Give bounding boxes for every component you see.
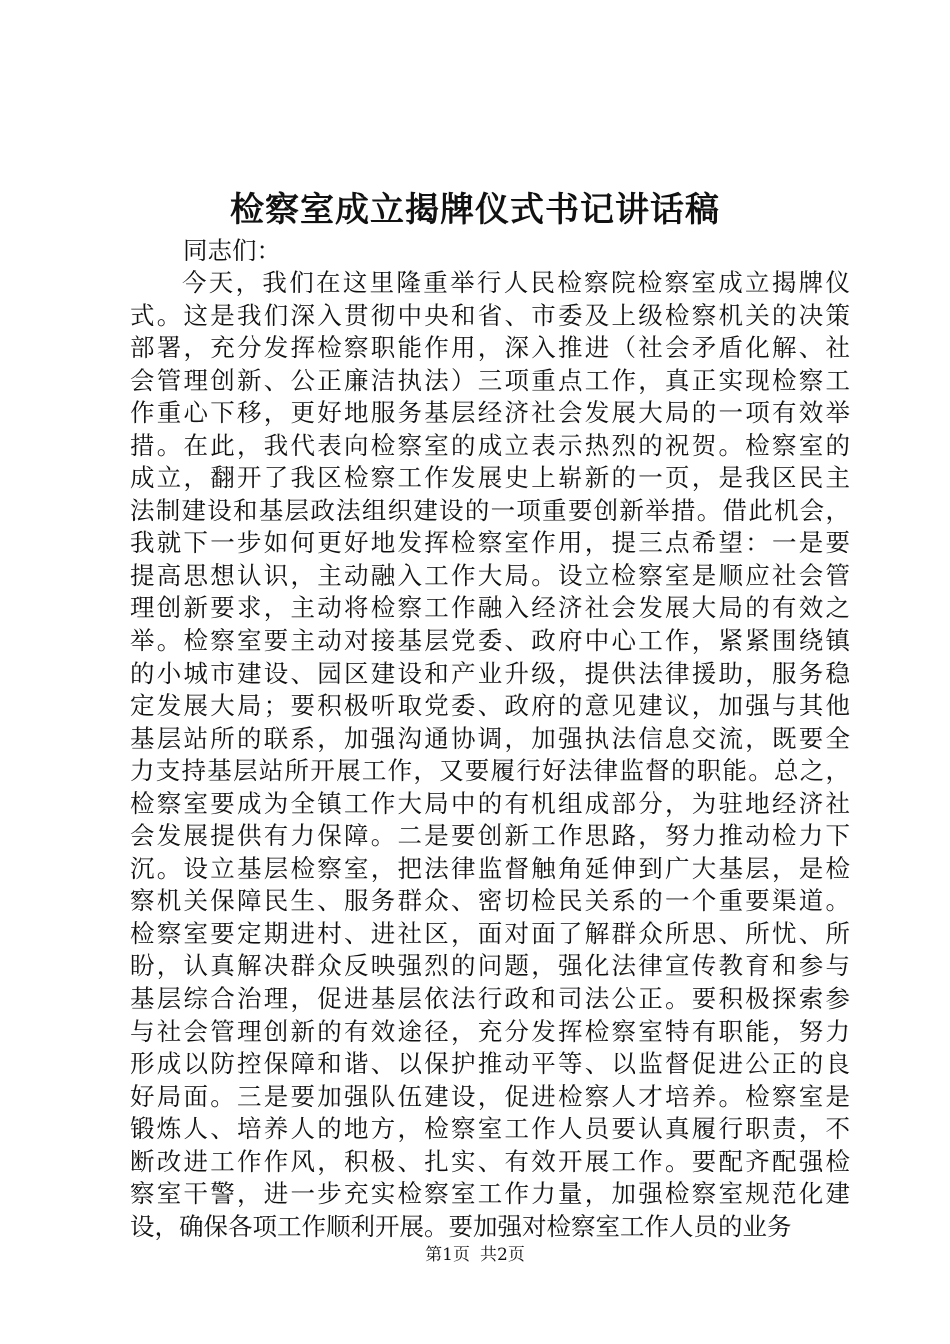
body-line: 设，确保各项工作顺利开展。要加强对检察室工作人员的业务 xyxy=(130,1211,792,1241)
body-line: 锻炼人、培养人的地方，检察室工作人员要认真履行职责，不 xyxy=(130,1114,850,1144)
body-line: 今天，我们在这里隆重举行人民检察院检察室成立揭牌仪 xyxy=(182,268,850,297)
document-title: 检察室成立揭牌仪式书记讲话稿 xyxy=(230,190,720,230)
body-line: 检察室要成为全镇工作大局中的有机组成部分，为驻地经济社 xyxy=(130,788,850,818)
body-line: 好局面。三是要加强队伍建设，促进检察人才培养。检察室是 xyxy=(130,1081,850,1111)
body-line: 形成以防控保障和谐、以保护推动平等、以监督促进公正的良 xyxy=(130,1049,850,1079)
page-number: 第1页 xyxy=(425,1245,470,1265)
body-line: 定发展大局；要积极听取党委、政府的意见建议，加强与其他 xyxy=(130,691,850,721)
body-text xyxy=(130,267,850,1243)
body-line: 法制建设和基层政法组织建设的一项重要创新举措。借此机会， xyxy=(130,495,850,525)
body-line: 成立，翻开了我区检察工作发展史上崭新的一页，是我区民主 xyxy=(130,463,850,493)
body-line: 与社会管理创新的有效途径，充分发挥检察室特有职能，努力 xyxy=(130,1016,850,1046)
body-line: 部署，充分发挥检察职能作用，深入推进（社会矛盾化解、社 xyxy=(130,333,850,363)
body-line: 沉。设立基层检察室，把法律监督触角延伸到广大基层，是检 xyxy=(130,853,850,883)
body-line: 力支持基层站所开展工作，又要履行好法律监督的职能。总之， xyxy=(130,756,850,786)
salutation: 同志们： xyxy=(183,236,281,265)
body-line: 作重心下移，更好地服务基层经济社会发展大局的一项有效举 xyxy=(130,398,850,428)
body-line: 察机关保障民生、服务群众、密切检民关系的一个重要渠道。 xyxy=(130,886,850,916)
body-line: 盼，认真解决群众反映强烈的问题，强化法律宣传教育和参与 xyxy=(130,951,850,981)
body-line: 的小城市建设、园区建设和产业升级，提供法律援助，服务稳 xyxy=(130,658,850,688)
body-line: 基层站所的联系，加强沟通协调，加强执法信息交流，既要全 xyxy=(130,723,850,753)
body-line: 基层综合治理，促进基层依法行政和司法公正。要积极探索参 xyxy=(130,984,850,1014)
body-line: 理创新要求，主动将检察工作融入经济社会发展大局的有效之 xyxy=(130,593,850,623)
body-line: 会发展提供有力保障。二是要创新工作思路，努力推动检力下 xyxy=(130,821,850,851)
page-total: 共2页 xyxy=(480,1245,525,1265)
body-line: 检察室要定期进村、进社区，面对面了解群众所思、所忧、所 xyxy=(130,918,850,948)
body-line: 会管理创新、公正廉洁执法）三项重点工作，真正实现检察工 xyxy=(130,365,850,395)
body-line: 措。在此，我代表向检察室的成立表示热烈的祝贺。检察室的 xyxy=(130,430,850,460)
body-line: 式。这是我们深入贯彻中央和省、市委及上级检察机关的决策 xyxy=(130,300,850,330)
body-line: 举。检察室要主动对接基层党委、政府中心工作，紧紧围绕镇 xyxy=(130,626,850,656)
page-footer xyxy=(0,1243,950,1267)
body-line: 提高思想认识，主动融入工作大局。设立检察室是顺应社会管 xyxy=(130,560,850,590)
body-line: 察室干警，进一步充实检察室工作力量，加强检察室规范化建 xyxy=(130,1179,850,1209)
body-line: 断改进工作作风，积极、扎实、有效开展工作。要配齐配强检 xyxy=(130,1146,850,1176)
body-line: 我就下一步如何更好地发挥检察室作用，提三点希望：一是要 xyxy=(130,528,850,558)
